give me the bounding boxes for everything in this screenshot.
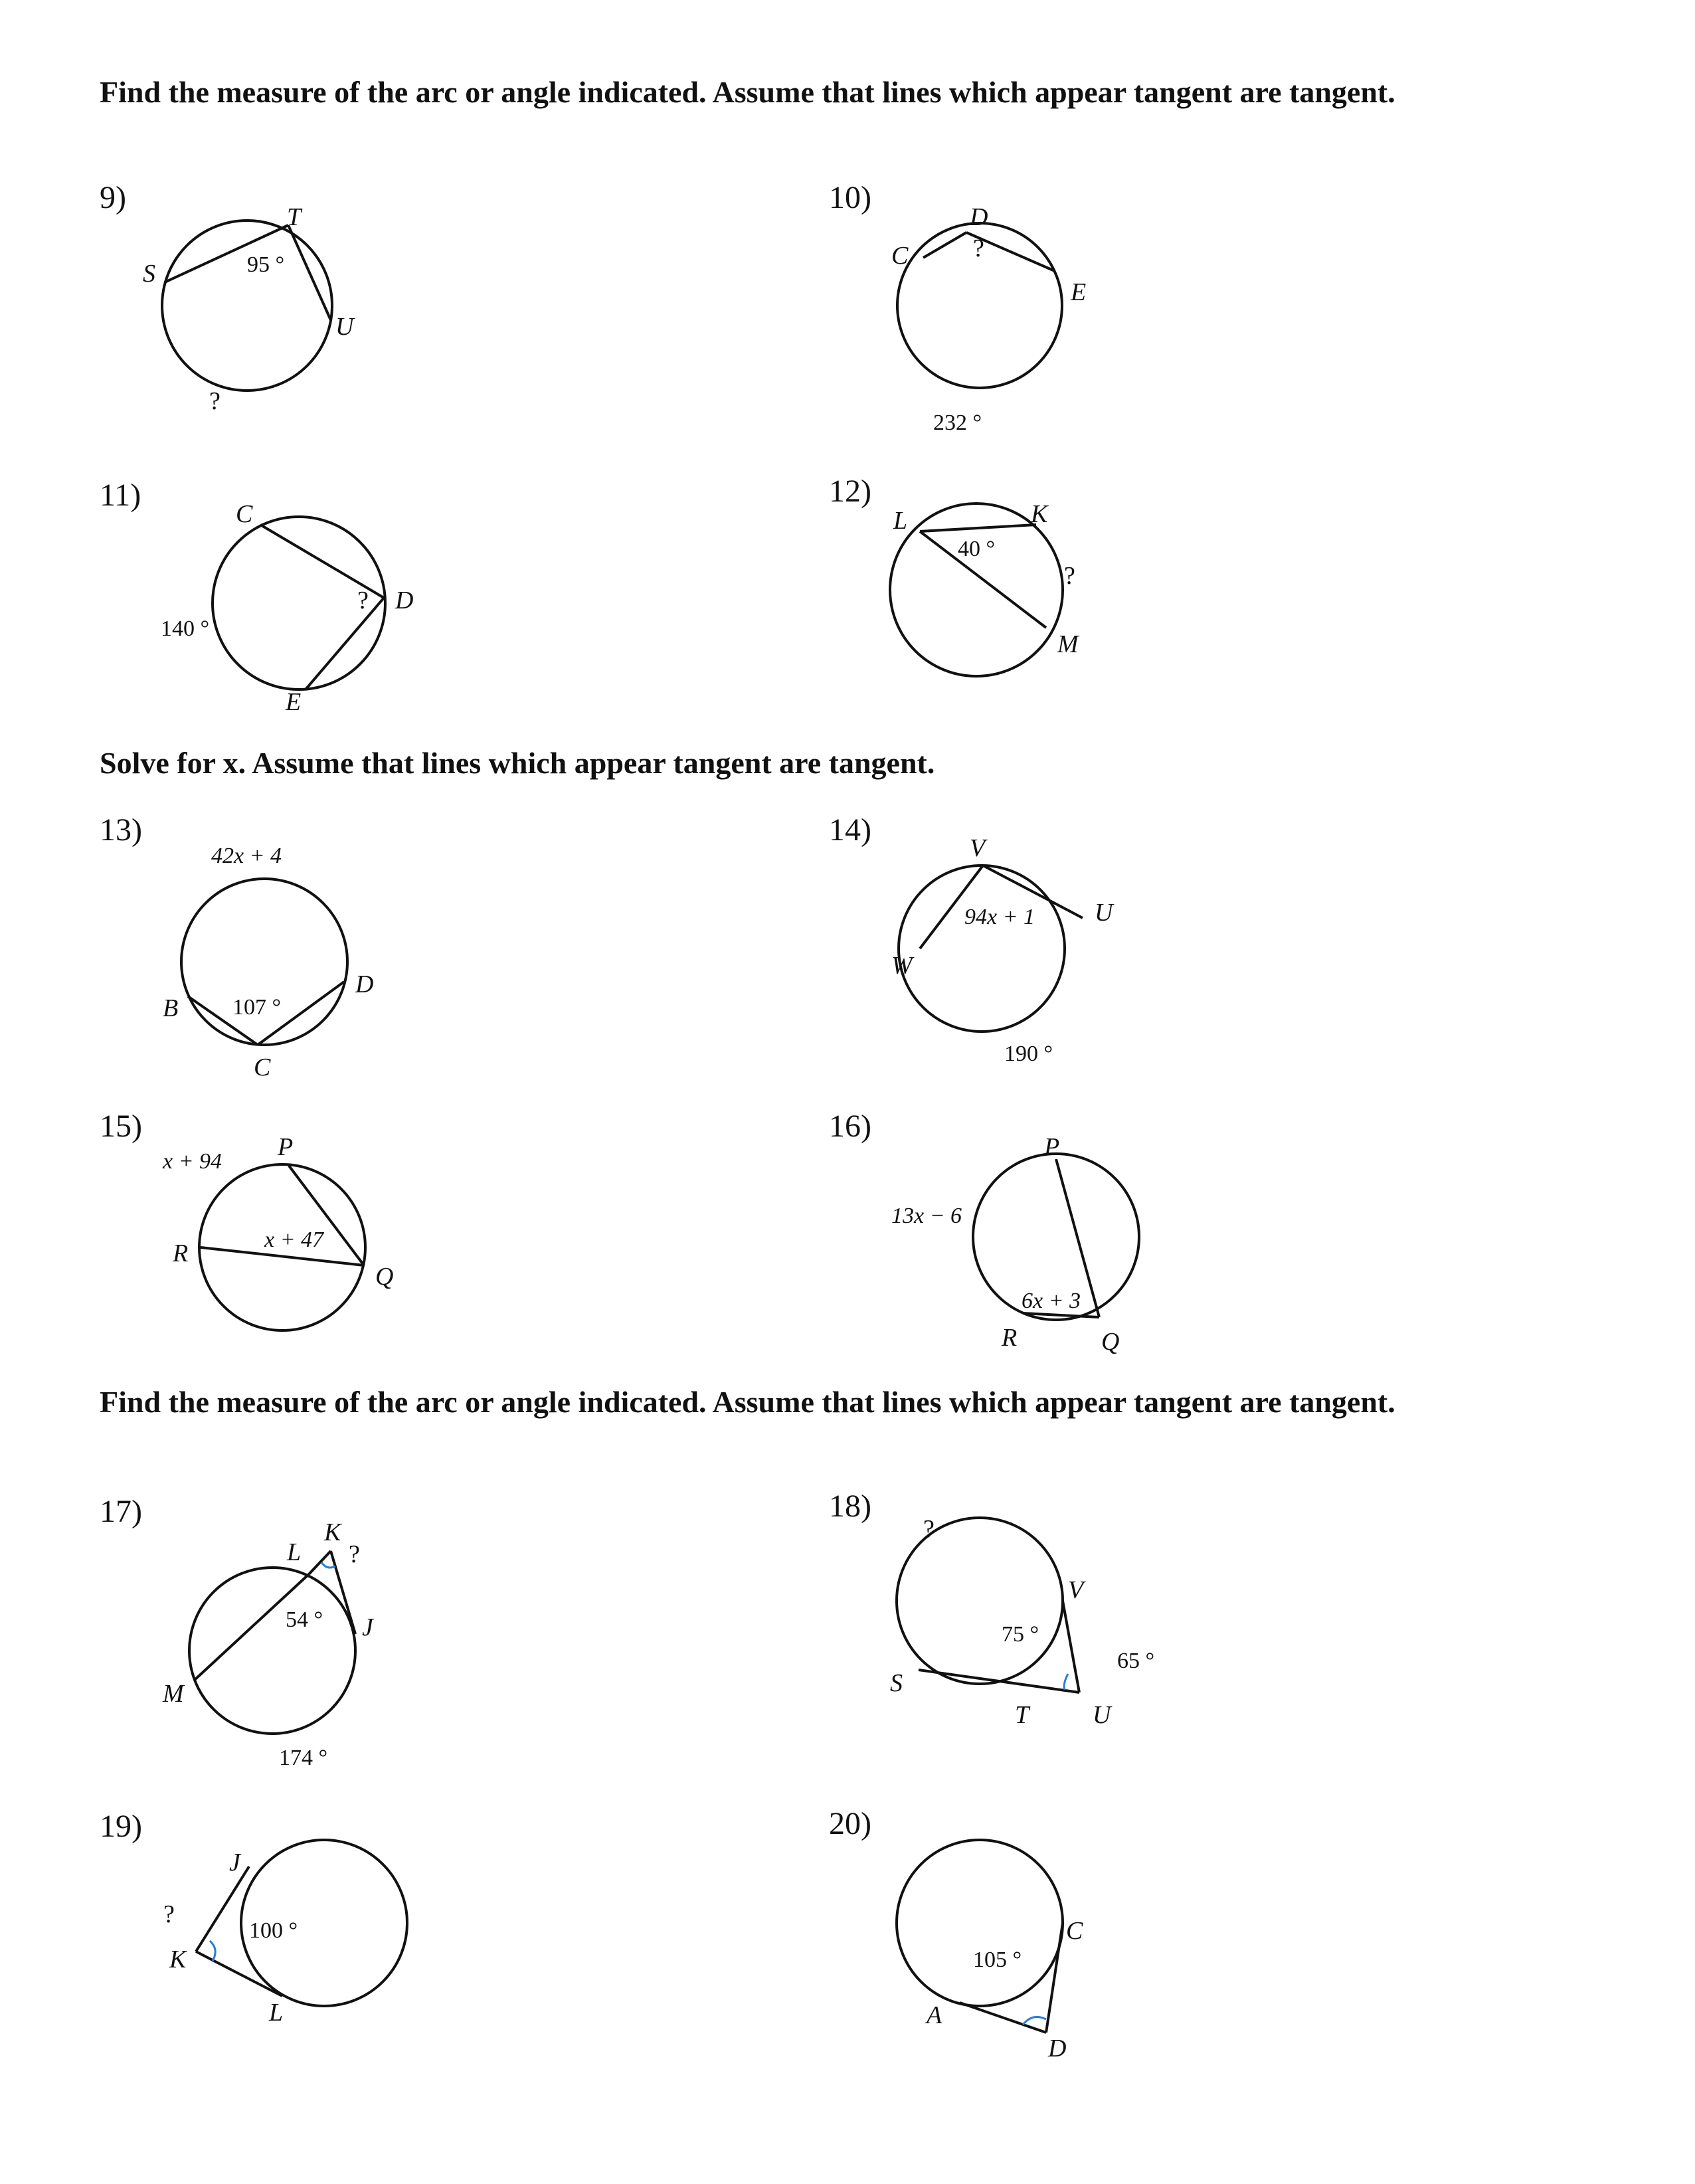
- unknown-p10: ?: [973, 234, 984, 262]
- problem-number-16: 16): [829, 1109, 871, 1144]
- point-u-p14: U: [1095, 899, 1113, 927]
- point-u-p18: U: [1093, 1701, 1111, 1729]
- point-j-p19: J: [229, 1849, 240, 1876]
- point-e-p11: E: [286, 688, 302, 716]
- circle-p18: [897, 1518, 1063, 1684]
- arc-value-p14: 190 °: [1004, 1042, 1053, 1066]
- problem-number-13: 13): [100, 812, 142, 848]
- point-t-p18: T: [1015, 1701, 1029, 1729]
- chord-lk-p12: [920, 525, 1036, 531]
- instructions-part1: Find the measure of the arc or angle indicated. Assume that lines which appear tangent are tangent.: [100, 75, 1395, 109]
- angle-arc-p18: [1064, 1674, 1068, 1690]
- point-l-p19: L: [269, 1999, 284, 2027]
- problem-number-18: 18): [829, 1489, 871, 1524]
- angle-value-p12: 40 °: [958, 537, 996, 561]
- problem-number-11: 11): [100, 478, 141, 513]
- point-c-p13: C: [254, 1053, 271, 1081]
- point-p-p16: P: [1044, 1133, 1060, 1161]
- point-w-p14: W: [891, 952, 913, 980]
- secant-su-p18: [919, 1670, 1079, 1692]
- angle-expression-p14: 94x + 1: [964, 905, 1035, 929]
- point-c-p10: C: [891, 242, 909, 270]
- problem-number-17: 17): [100, 1494, 142, 1529]
- point-l-p17: L: [287, 1538, 302, 1566]
- problem-number-15: 15): [100, 1109, 142, 1144]
- arc-value-2-p17: 174 °: [279, 1746, 328, 1770]
- point-d-p10: D: [970, 203, 988, 231]
- point-r-p15: R: [173, 1239, 189, 1267]
- point-c-p20: C: [1066, 1917, 1083, 1945]
- tangent-cd-p20: [1046, 1923, 1063, 2033]
- unknown-p12: ?: [1064, 562, 1075, 590]
- point-k-p17: K: [324, 1518, 341, 1546]
- arc-value-p10: 232 °: [933, 410, 982, 435]
- point-d-p20: D: [1048, 2035, 1067, 2062]
- arc-value-p17: 54 °: [286, 1607, 323, 1632]
- angle-value-p18: 65 °: [1117, 1649, 1155, 1673]
- arc-value-p9: 95 °: [247, 252, 285, 277]
- circle-p17: [189, 1568, 355, 1734]
- point-v-p18: V: [1068, 1576, 1084, 1604]
- instructions-part3: Find the measure of the arc or angle indicated. Assume that lines which appear tangent are tangent.: [100, 1385, 1395, 1419]
- point-m-p17: M: [163, 1680, 184, 1708]
- angle-value-p13: 107 °: [232, 995, 282, 1020]
- point-k-p12: K: [1031, 500, 1048, 528]
- arc-value-p11: 140 °: [161, 616, 210, 641]
- angle-arc-p20: [1023, 2017, 1046, 2025]
- point-b-p13: B: [163, 994, 179, 1022]
- point-t-p9: T: [287, 203, 302, 231]
- angle-expression-p15: x + 47: [264, 1228, 324, 1252]
- point-d-p11: D: [395, 587, 414, 614]
- point-v-p14: V: [970, 834, 986, 862]
- unknown-p17: ?: [349, 1540, 360, 1568]
- secant-ext-p17: [309, 1551, 331, 1574]
- problem-number-9: 9): [100, 180, 126, 215]
- arc-expression-2-p16: 6x + 3: [1022, 1289, 1081, 1313]
- point-e-p10: E: [1071, 278, 1087, 306]
- circle-p9: [162, 221, 332, 391]
- arc-expression-p13: 42x + 4: [211, 844, 282, 868]
- chord-cd-p10: [923, 232, 966, 258]
- arc-value-p20: 105 °: [973, 1948, 1022, 1972]
- point-s-p9: S: [143, 260, 155, 288]
- point-j-p17: J: [362, 1613, 373, 1641]
- unknown-p9: ?: [209, 387, 221, 415]
- point-q-p15: Q: [375, 1263, 394, 1291]
- arc-expression-p15: x + 94: [163, 1149, 223, 1174]
- point-a-p20: A: [927, 2001, 942, 2029]
- arc-value-p18: 75 °: [1002, 1622, 1039, 1647]
- point-u-p9: U: [335, 313, 354, 341]
- arc-value-p19: 100 °: [249, 1918, 298, 1943]
- point-m-p12: M: [1057, 630, 1079, 658]
- circle-p20: [897, 1840, 1063, 2006]
- point-r-p16: R: [1002, 1324, 1018, 1352]
- instructions-part2: Solve for x. Assume that lines which appear tangent are tangent.: [100, 746, 935, 780]
- problem-number-12: 12): [829, 474, 871, 509]
- point-s-p18: S: [890, 1669, 903, 1697]
- arc-expression-p16: 13x − 6: [891, 1204, 962, 1228]
- point-c-p11: C: [236, 500, 253, 528]
- circle-p14: [899, 865, 1065, 1032]
- point-p-p15: P: [278, 1133, 294, 1161]
- problem-number-10: 10): [829, 180, 871, 215]
- problem-number-14: 14): [829, 812, 871, 848]
- point-q-p16: Q: [1101, 1328, 1120, 1356]
- problem-number-20: 20): [829, 1806, 871, 1841]
- point-l-p12: L: [893, 507, 908, 535]
- tangent-kl-p19: [196, 1952, 282, 1996]
- point-k-p19: K: [169, 1946, 187, 1973]
- unknown-p18: ?: [923, 1515, 935, 1543]
- unknown-p11: ?: [357, 587, 369, 614]
- point-d-p13: D: [355, 970, 374, 998]
- problem-number-19: 19): [100, 1809, 142, 1844]
- unknown-p19: ?: [163, 1900, 175, 1928]
